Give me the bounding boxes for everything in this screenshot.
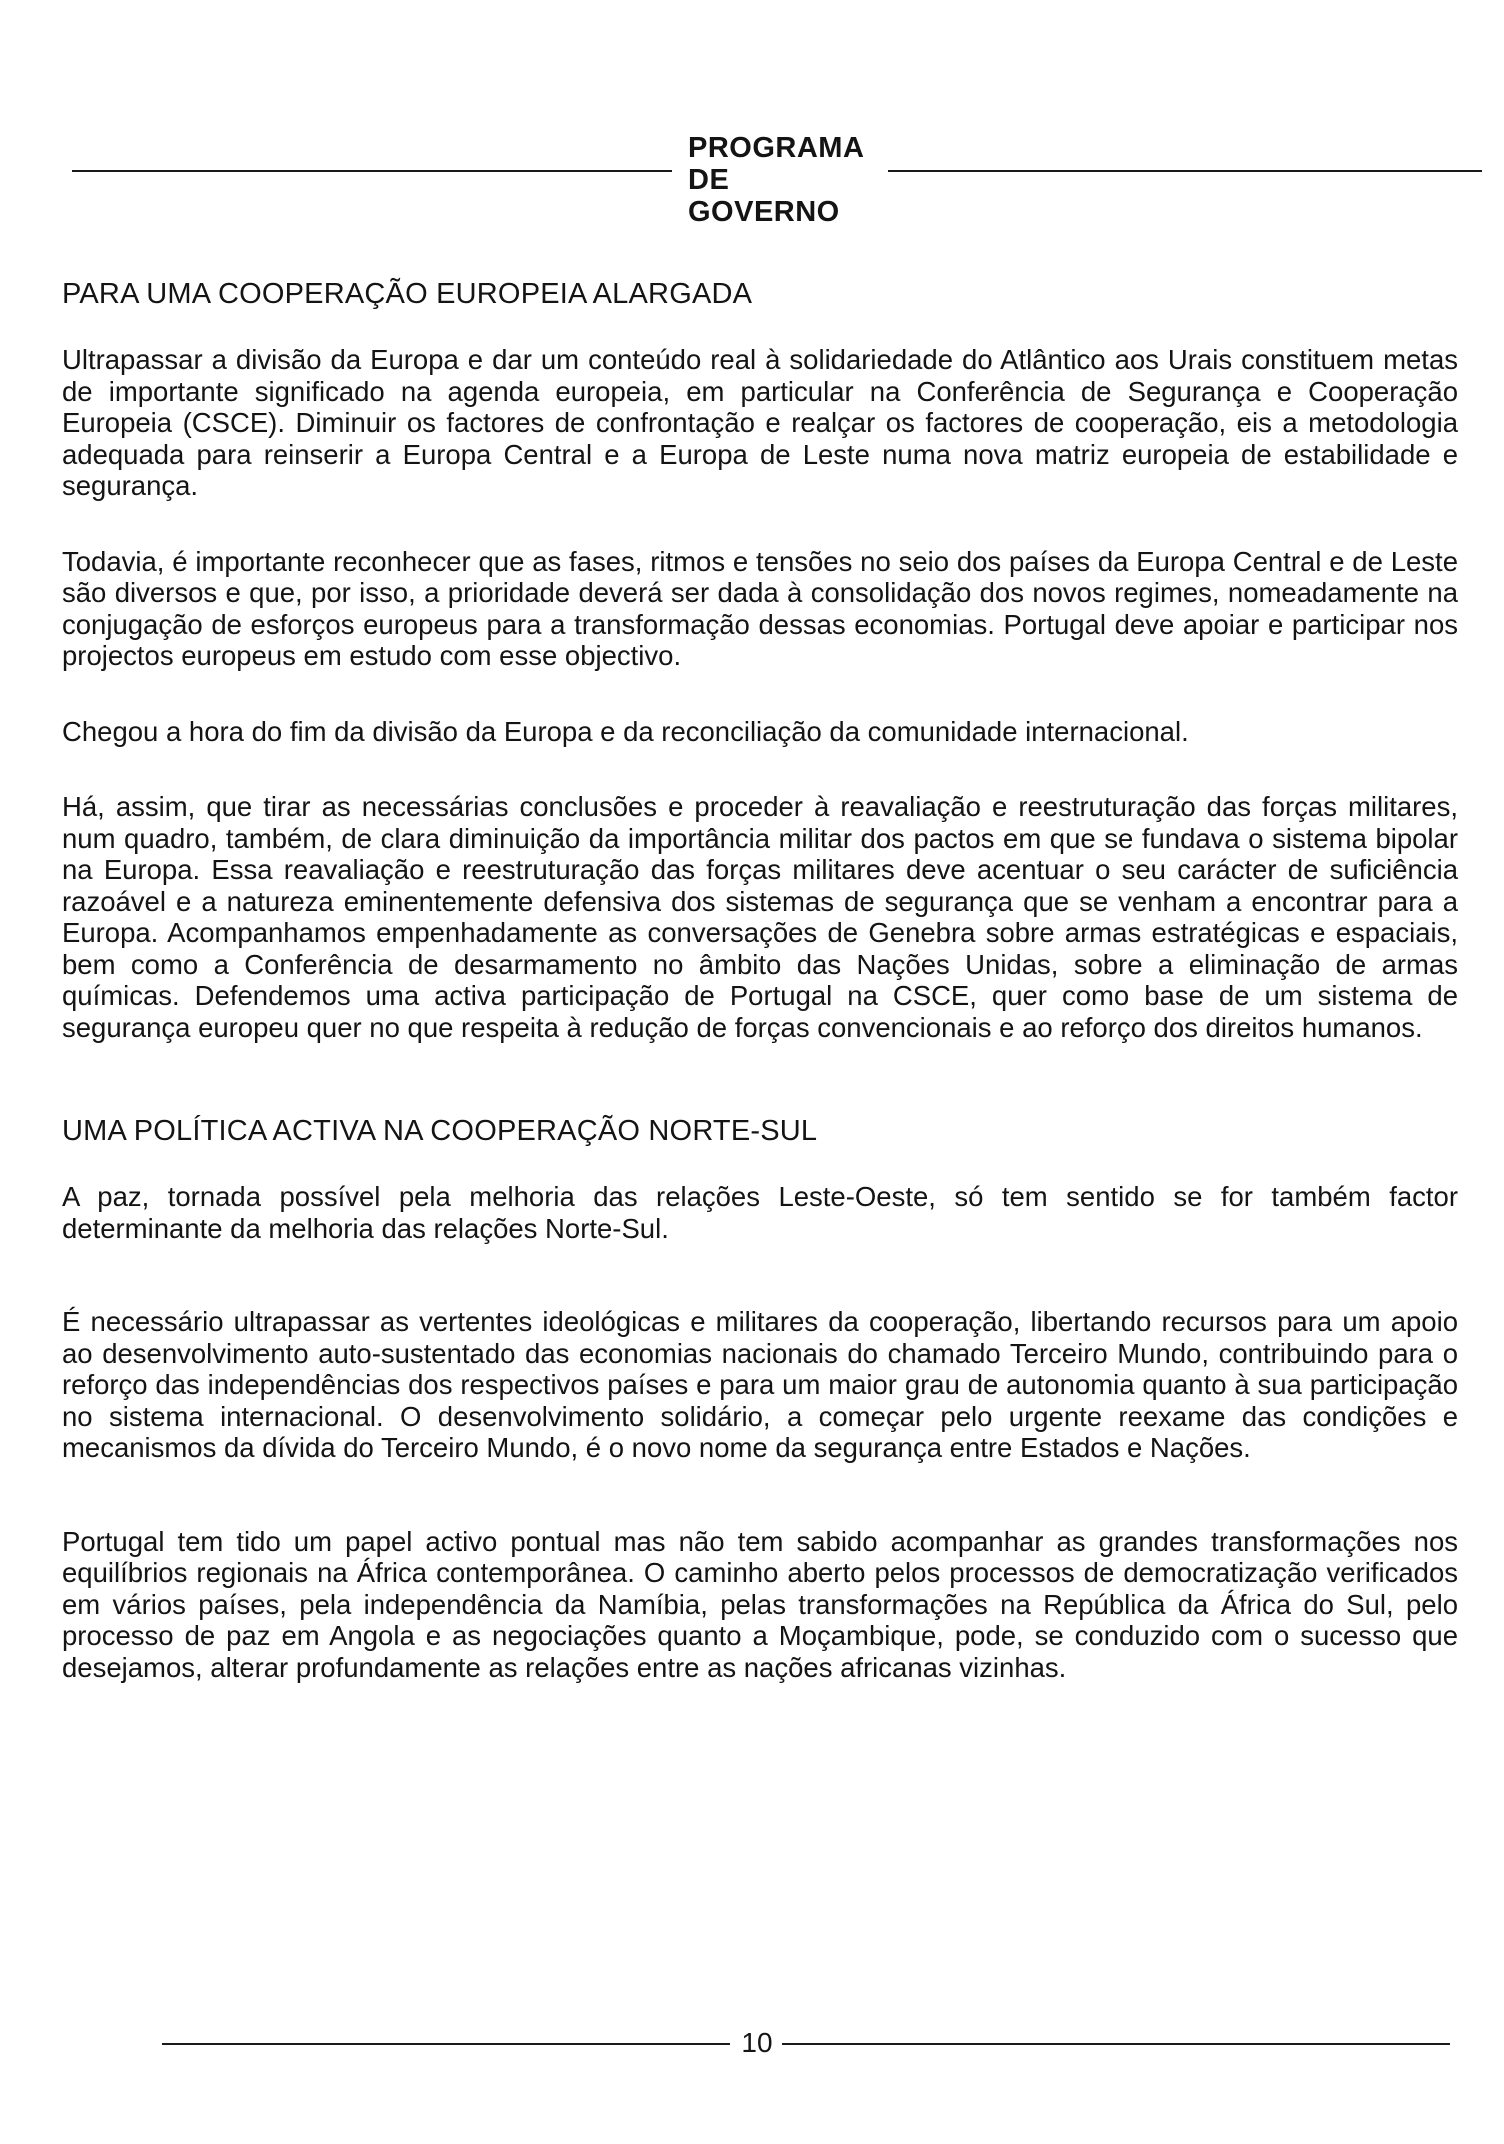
header-title-line1: PROGRAMA (688, 132, 865, 164)
section-heading-north-south-cooperation: UMA POLÍTICA ACTIVA NA COOPERAÇÃO NORTE-SUL (62, 1115, 818, 1147)
section-heading-european-cooperation: PARA UMA COOPERAÇÃO EUROPEIA ALARGADA (62, 278, 753, 310)
paragraph: Ultrapassar a divisão da Europa e dar um conteúdo real à solidariedade do Atlântico aos Urais constituem metas de importante significado na agenda europeia, em particular na Conferência de Segurança e Cooperação Europeia (CSCE). Diminuir os factores de confrontação e realçar os factores de cooperação, eis a metodologia adequada para reinserir a Europa Central e a Europa de Leste numa nova matriz europeia de estabilidade e segurança. (62, 344, 1458, 501)
header-rule-left (72, 170, 672, 172)
paragraph: Portugal tem tido um papel activo pontual mas não tem sabido acompanhar as grandes transformações nos equilíbrios regionais na África contemporânea. O caminho aberto pelos processos de democratização verificados em vários países, pela independência da Namíbia, pelas transformações na República da África do Sul, pelo processo de paz em Angola e as negociações quanto a Moçambique, pode, se conduzido com o sucesso que desejamos, alterar profundamente as relações entre as nações africanas vizinhas. (62, 1525, 1458, 1683)
paragraph: Há, assim, que tirar as necessárias conclusões e proceder à reavaliação e reestruturação das forças militares, num quadro, também, de clara diminuição da importância militar dos pactos em que se fundava o sistema bipolar na Europa. Essa reavaliação e reestruturação das forças militares deve acentuar o seu carácter de suficiência razoável e a natureza eminentemente defensiva dos sistemas de segurança que se venham a encontrar para a Europa. Acompanhamos empenhadamente as conversações de Genebra sobre armas estratégicas e espaciais, bem como a Conferência de desarmamento no âmbito das Nações Unidas, sobre a eliminação de armas químicas. Defendemos uma activa participação de Portugal na CSCE, quer como base de um sistema de segurança europeu quer no que respeita à redução de forças convencionais e ao reforço dos direitos humanos. (62, 791, 1458, 1043)
paragraph: Todavia, é importante reconhecer que as fases, ritmos e tensões no seio dos países da Europa Central e de Leste são diversos e que, por isso, a prioridade deverá ser dada à consolidação dos novos regimes, nomeadamente na conjugação de esforços europeus para a transformação dessas economias. Portugal deve apoiar e participar nos projectos europeus em estudo com esse objectivo. (62, 545, 1458, 671)
footer-rule-right (782, 2043, 1450, 2045)
paragraph: É necessário ultrapassar as vertentes ideológicas e militares da cooperação, libertando recursos para um apoio ao desenvolvimento auto-sustentado das economias nacionais do chamado Terceiro Mundo, contribuindo para o reforço das independências dos respectivos países e para um maior grau de autonomia quanto à sua participação no sistema internacional. O desenvolvimento solidário, a começar pelo urgente reexame das condições e mecanismos da dívida do Terceiro Mundo, é o novo nome da segurança entre Estados e Nações. (62, 1306, 1458, 1463)
header-title-line2: DE GOVERNO (688, 164, 840, 228)
page-content (62, 276, 1458, 1683)
header-rule-right (888, 170, 1482, 172)
header-title (688, 132, 888, 228)
page-header (72, 132, 1482, 228)
footer-rule-left (162, 2043, 730, 2045)
page-number: 10 (741, 2027, 773, 2058)
paragraph: A paz, tornada possível pela melhoria das relações Leste-Oeste, só tem sentido se for também factor determinante da melhoria das relações Norte-Sul. (62, 1181, 1458, 1244)
page-footer (162, 2026, 1462, 2066)
paragraph: Chegou a hora do fim da divisão da Europa e da reconciliação da comunidade internacional. (62, 715, 1189, 747)
